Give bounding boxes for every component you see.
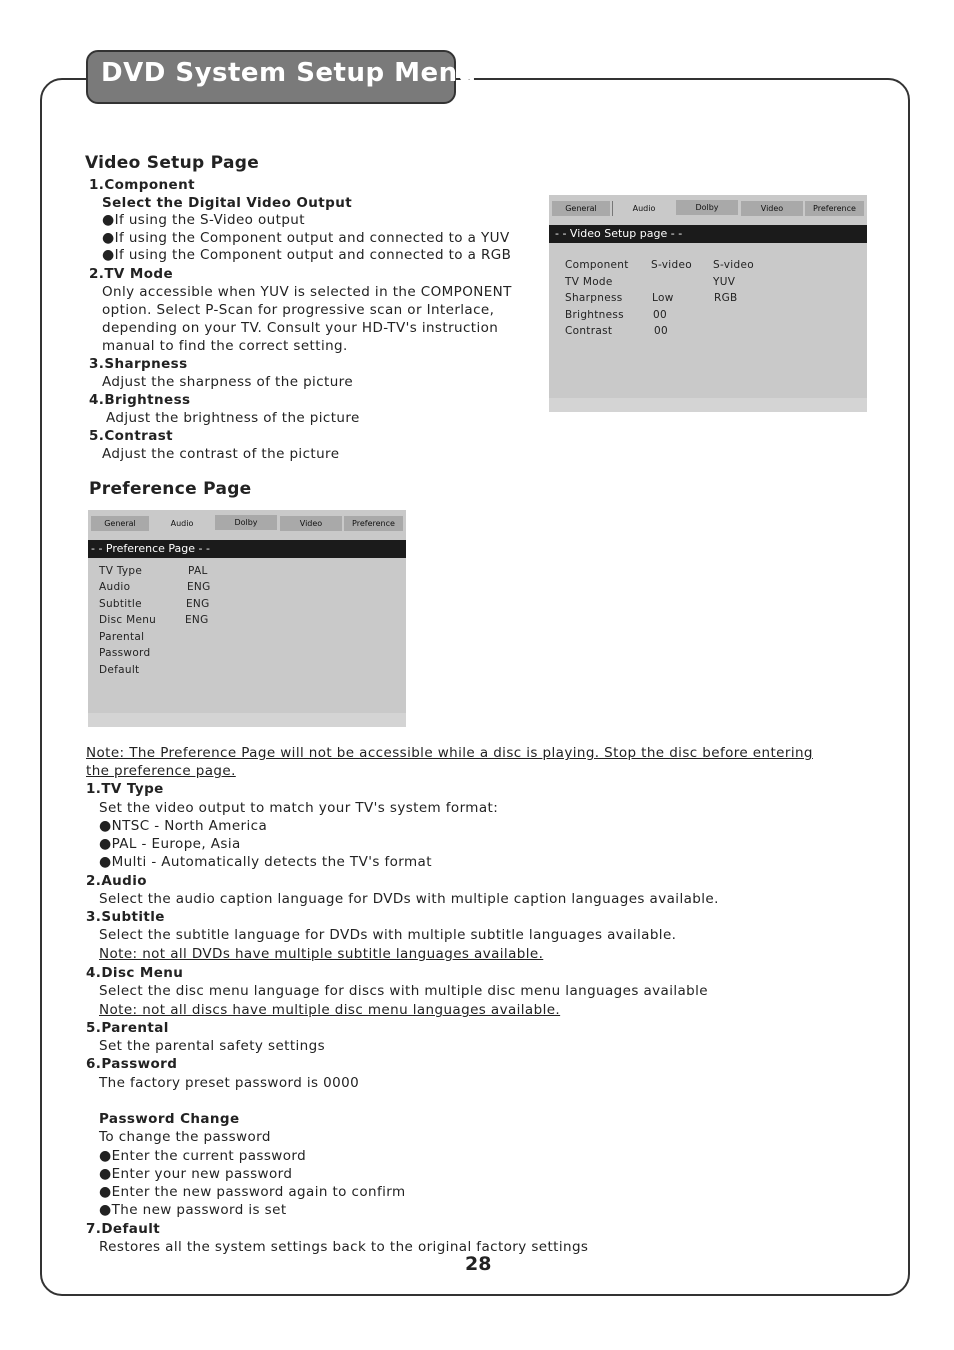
component-title: 1.Component	[89, 177, 195, 193]
component-bullet-1-text: If using the S-Video output	[114, 212, 305, 228]
tab-general[interactable]: General	[91, 516, 149, 531]
osd-option-svideo[interactable]: S-video	[713, 259, 754, 271]
osd-value-component: S-video	[651, 259, 692, 271]
osd-footer	[88, 713, 406, 727]
preference-osd	[88, 510, 406, 727]
tvtype-bullet-2-text: PAL - Europe, Asia	[111, 836, 241, 852]
osd-header-text: - - Preference Page - -	[91, 542, 210, 555]
osd-value-contrast: 00	[654, 325, 668, 337]
osd-value-sharpness: Low	[652, 292, 674, 304]
pwchange-bullet-4-text: The new password is set	[111, 1202, 287, 1218]
pwchange-bullet-2	[99, 1165, 292, 1183]
pwchange-bullet-1-text: Enter the current password	[111, 1148, 307, 1164]
password-change-desc: To change the password	[99, 1129, 271, 1145]
osd-header-text: - - Video Setup page - -	[555, 227, 683, 240]
pref-note-line-2: the preference page.	[86, 763, 236, 779]
osd-option-yuv[interactable]: YUV	[713, 276, 736, 288]
osd-header	[88, 540, 406, 558]
subtitle-desc: Select the subtitle language for DVDs with multiple subtitle languages available.	[99, 927, 677, 943]
contrast-title: 5.Contrast	[89, 428, 174, 444]
osd-label-sharpness[interactable]: Sharpness	[565, 292, 623, 304]
parental-desc: Set the parental safety settings	[99, 1038, 326, 1054]
password-desc: The factory preset password is 0000	[99, 1075, 360, 1091]
brightness-desc: Adjust the brightness of the picture	[106, 410, 360, 426]
osd-value-subtitle: ENG	[186, 598, 210, 610]
component-bullet-2	[102, 229, 510, 247]
osd-label-default[interactable]: Default	[99, 664, 140, 676]
page-number: 28	[465, 1253, 492, 1275]
tab-video[interactable]: Video	[741, 201, 803, 216]
default-desc: Restores all the system settings back to the original factory settings	[99, 1239, 589, 1255]
osd-tab-bar	[88, 510, 406, 532]
subtitle-note: Note: not all DVDs have multiple subtitle languages available.	[99, 946, 544, 962]
brightness-title: 4.Brightness	[89, 392, 191, 408]
tab-dolby[interactable]: Dolby	[676, 200, 738, 215]
tvmode-line-1: Only accessible when YUV is selected in the COMPONENT	[102, 284, 512, 300]
tvtype-title: 1.TV Type	[86, 781, 164, 797]
video-setup-heading: Video Setup Page	[85, 153, 260, 173]
pwchange-bullet-3-text: Enter the new password again to confirm	[111, 1184, 406, 1200]
osd-footer	[549, 398, 867, 412]
component-bullet-3-text: If using the Component output and connected to a RGB	[114, 247, 512, 263]
osd-label-brightness[interactable]: Brightness	[565, 309, 624, 321]
tvtype-bullet-2	[99, 835, 241, 853]
component-bullet-1	[102, 211, 305, 229]
tab-audio[interactable]: Audio	[151, 516, 213, 531]
osd-tab-bar	[549, 195, 867, 217]
discmenu-title: 4.Disc Menu	[86, 965, 184, 981]
pref-note-line-1: Note: The Preference Page will not be accessible while a disc is playing. Stop the disc before entering	[86, 745, 813, 761]
osd-label-discmenu[interactable]: Disc Menu	[99, 614, 157, 626]
discmenu-note: Note: not all discs have multiple disc menu languages available.	[99, 1002, 561, 1018]
discmenu-desc: Select the disc menu language for discs with multiple disc menu languages available	[99, 983, 708, 999]
osd-value-audio: ENG	[187, 581, 211, 593]
password-change-title: Password Change	[99, 1111, 240, 1127]
osd-label-contrast[interactable]: Contrast	[565, 325, 613, 337]
tab-preference[interactable]: Preference	[344, 516, 403, 531]
osd-label-audio[interactable]: Audio	[99, 581, 131, 593]
osd-value-discmenu: ENG	[185, 614, 209, 626]
pwchange-bullet-1	[99, 1147, 306, 1165]
osd-label-parental[interactable]: Parental	[99, 631, 145, 643]
tvmode-line-2: option. Select P-Scan for progressive scan or Interlace,	[102, 302, 495, 318]
parental-title: 5.Parental	[86, 1020, 169, 1036]
tvmode-title: 2.TV Mode	[89, 266, 174, 282]
tvmode-line-3: depending on your TV. Consult your HD-TV's instruction	[102, 320, 499, 336]
contrast-desc: Adjust the contrast of the picture	[102, 446, 340, 462]
component-bullet-2-text: If using the Component output and connected to a YUV	[114, 230, 510, 246]
tvtype-bullet-1	[99, 817, 267, 835]
page-title: DVD System Setup Menu	[101, 58, 477, 88]
osd-label-tvtype[interactable]: TV Type	[99, 565, 143, 577]
subtitle-title: 3.Subtitle	[86, 909, 165, 925]
pwchange-bullet-3	[99, 1183, 406, 1201]
pwchange-bullet-2-text: Enter your new password	[111, 1166, 293, 1182]
osd-option-rgb[interactable]: RGB	[714, 292, 738, 304]
tvtype-bullet-3-text: Multi - Automatically detects the TV's format	[111, 854, 432, 870]
sharpness-desc: Adjust the sharpness of the picture	[102, 374, 354, 390]
audio-title: 2.Audio	[86, 873, 147, 889]
tab-preference[interactable]: Preference	[805, 201, 864, 216]
osd-label-component[interactable]: Component	[565, 259, 629, 271]
default-title: 7.Default	[86, 1221, 161, 1237]
video-setup-osd	[549, 195, 867, 412]
component-bullet-3	[102, 246, 511, 264]
tab-video[interactable]: Video	[280, 516, 342, 531]
osd-label-tvmode[interactable]: TV Mode	[565, 276, 613, 288]
osd-value-brightness: 00	[653, 309, 667, 321]
osd-label-password[interactable]: Password	[99, 647, 151, 659]
audio-desc: Select the audio caption language for DVDs with multiple caption languages available.	[99, 891, 719, 907]
component-subtitle: Select the Digital Video Output	[102, 195, 353, 211]
pwchange-bullet-4	[99, 1201, 287, 1219]
osd-header	[549, 225, 867, 243]
sharpness-title: 3.Sharpness	[89, 356, 188, 372]
tab-audio[interactable]: Audio	[612, 201, 675, 216]
password-title: 6.Password	[86, 1056, 178, 1072]
tvtype-bullet-3	[99, 853, 432, 871]
preference-heading: Preference Page	[89, 479, 252, 499]
tab-dolby[interactable]: Dolby	[215, 515, 277, 530]
tab-general[interactable]: General	[552, 201, 610, 216]
tvtype-desc: Set the video output to match your TV's system format:	[99, 800, 499, 816]
tvtype-bullet-1-text: NTSC - North America	[111, 818, 268, 834]
tvmode-line-4: manual to find the correct setting.	[102, 338, 348, 354]
osd-label-subtitle[interactable]: Subtitle	[99, 598, 142, 610]
osd-value-tvtype: PAL	[188, 565, 208, 577]
